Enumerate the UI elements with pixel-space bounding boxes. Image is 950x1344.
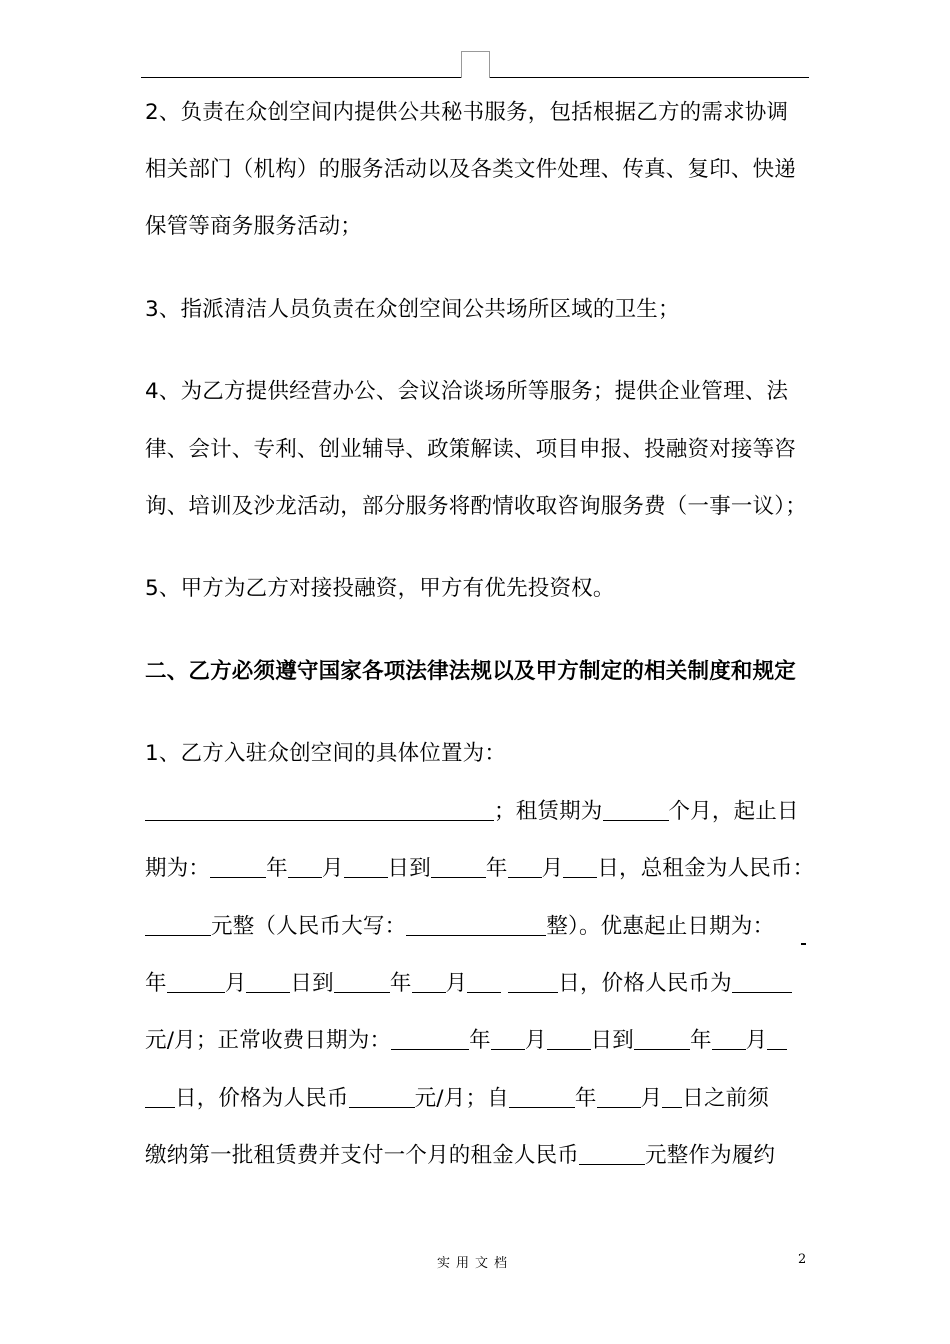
page-number: 2 bbox=[798, 1252, 807, 1267]
discount-end-day-blank[interactable] bbox=[467, 970, 501, 993]
discount-start-year-blank[interactable] bbox=[167, 970, 225, 993]
footer-label: 实用文档 bbox=[436, 1256, 513, 1271]
discount-end-month-blank[interactable] bbox=[412, 970, 446, 993]
clause-1-line-2: 期为： 年 月 日到 年 月 日，总租金为人民币： bbox=[145, 856, 815, 881]
clause-1-intro: 1、乙方入驻众创空间的具体位置为： bbox=[145, 741, 507, 766]
total-rent-blank[interactable] bbox=[145, 913, 211, 936]
normal-start-year-blank[interactable] bbox=[391, 1027, 469, 1050]
normal-end-month-blank[interactable] bbox=[712, 1027, 746, 1050]
paragraph-4-line-1: 4、为乙方提供经营办公、会议洽谈场所等服务；提供企业管理、法 bbox=[145, 379, 789, 404]
paragraph-2-line-1: 2、负责在众创空间内提供公共秘书服务，包括根据乙方的需求协调 bbox=[145, 100, 789, 125]
location-blank[interactable] bbox=[145, 798, 494, 821]
paragraph-5: 5、甲方为乙方对接投融资，甲方有优先投资权。 bbox=[145, 576, 615, 601]
clause-1-line-3: 元整（人民币大写： 整）。优惠起止日期为： bbox=[145, 912, 774, 942]
start-year-blank[interactable] bbox=[210, 855, 266, 878]
header-box bbox=[461, 51, 490, 78]
deposit-blank[interactable] bbox=[579, 1142, 645, 1165]
paragraph-4-line-2: 律、会计、专利、创业辅导、政策解读、项目申报、投融资对接等咨 bbox=[145, 437, 797, 462]
lease-months-blank[interactable] bbox=[603, 798, 669, 821]
clause-1-line-5: 元/月；正常收费日期为： 年 月 日到 年 月 bbox=[145, 1026, 787, 1056]
discount-end-year-blank[interactable] bbox=[334, 970, 390, 993]
normal-end-year-blank[interactable] bbox=[634, 1027, 690, 1050]
clause-1-line-1: ；租赁期为 个月，起止日 bbox=[145, 797, 799, 827]
discount-price-blank[interactable] bbox=[732, 970, 792, 993]
paragraph-3: 3、指派清洁人员负责在众创空间公共场所区域的卫生； bbox=[145, 297, 680, 322]
clause-1-line-4: 年 月 日到 年 月 日，价格人民币为 bbox=[145, 969, 792, 999]
end-month-blank[interactable] bbox=[508, 855, 542, 878]
start-day-blank[interactable] bbox=[344, 855, 388, 878]
discount-end-day-blank-2[interactable] bbox=[508, 970, 558, 993]
normal-start-day-blank[interactable] bbox=[547, 1027, 591, 1050]
clause-1-line-7: 缴纳第一批租赁费并支付一个月的租金人民币 元整作为履约 bbox=[145, 1143, 776, 1168]
payment-day-blank[interactable] bbox=[662, 1085, 682, 1108]
section-heading: 二、乙方必须遵守国家各项法律法规以及甲方制定的相关制度和规定 bbox=[145, 659, 797, 684]
paragraph-2-line-2: 相关部门（机构）的服务活动以及各类文件处理、传真、复印、快递 bbox=[145, 157, 797, 182]
paragraph-2-line-3: 保管等商务服务活动； bbox=[145, 214, 363, 239]
normal-end-day-blank-2[interactable] bbox=[145, 1085, 175, 1108]
normal-price-blank[interactable] bbox=[349, 1085, 415, 1108]
normal-start-month-blank[interactable] bbox=[491, 1027, 525, 1050]
discount-start-month-blank[interactable] bbox=[246, 970, 290, 993]
normal-end-day-blank[interactable] bbox=[767, 1027, 787, 1050]
rent-in-words-blank[interactable] bbox=[406, 913, 546, 936]
payment-year-blank[interactable] bbox=[509, 1085, 575, 1108]
end-year-blank[interactable] bbox=[431, 855, 486, 878]
payment-month-blank[interactable] bbox=[597, 1085, 641, 1108]
start-month-blank[interactable] bbox=[288, 855, 322, 878]
clause-1-line-6: 日，价格为人民币 元/月；自 年 月 日之前须 bbox=[145, 1084, 769, 1114]
margin-tick bbox=[801, 943, 806, 945]
end-day-blank[interactable] bbox=[563, 855, 597, 878]
paragraph-4-line-3: 询、培训及沙龙活动，部分服务将酌情收取咨询服务费（一事一议）； bbox=[145, 494, 807, 519]
